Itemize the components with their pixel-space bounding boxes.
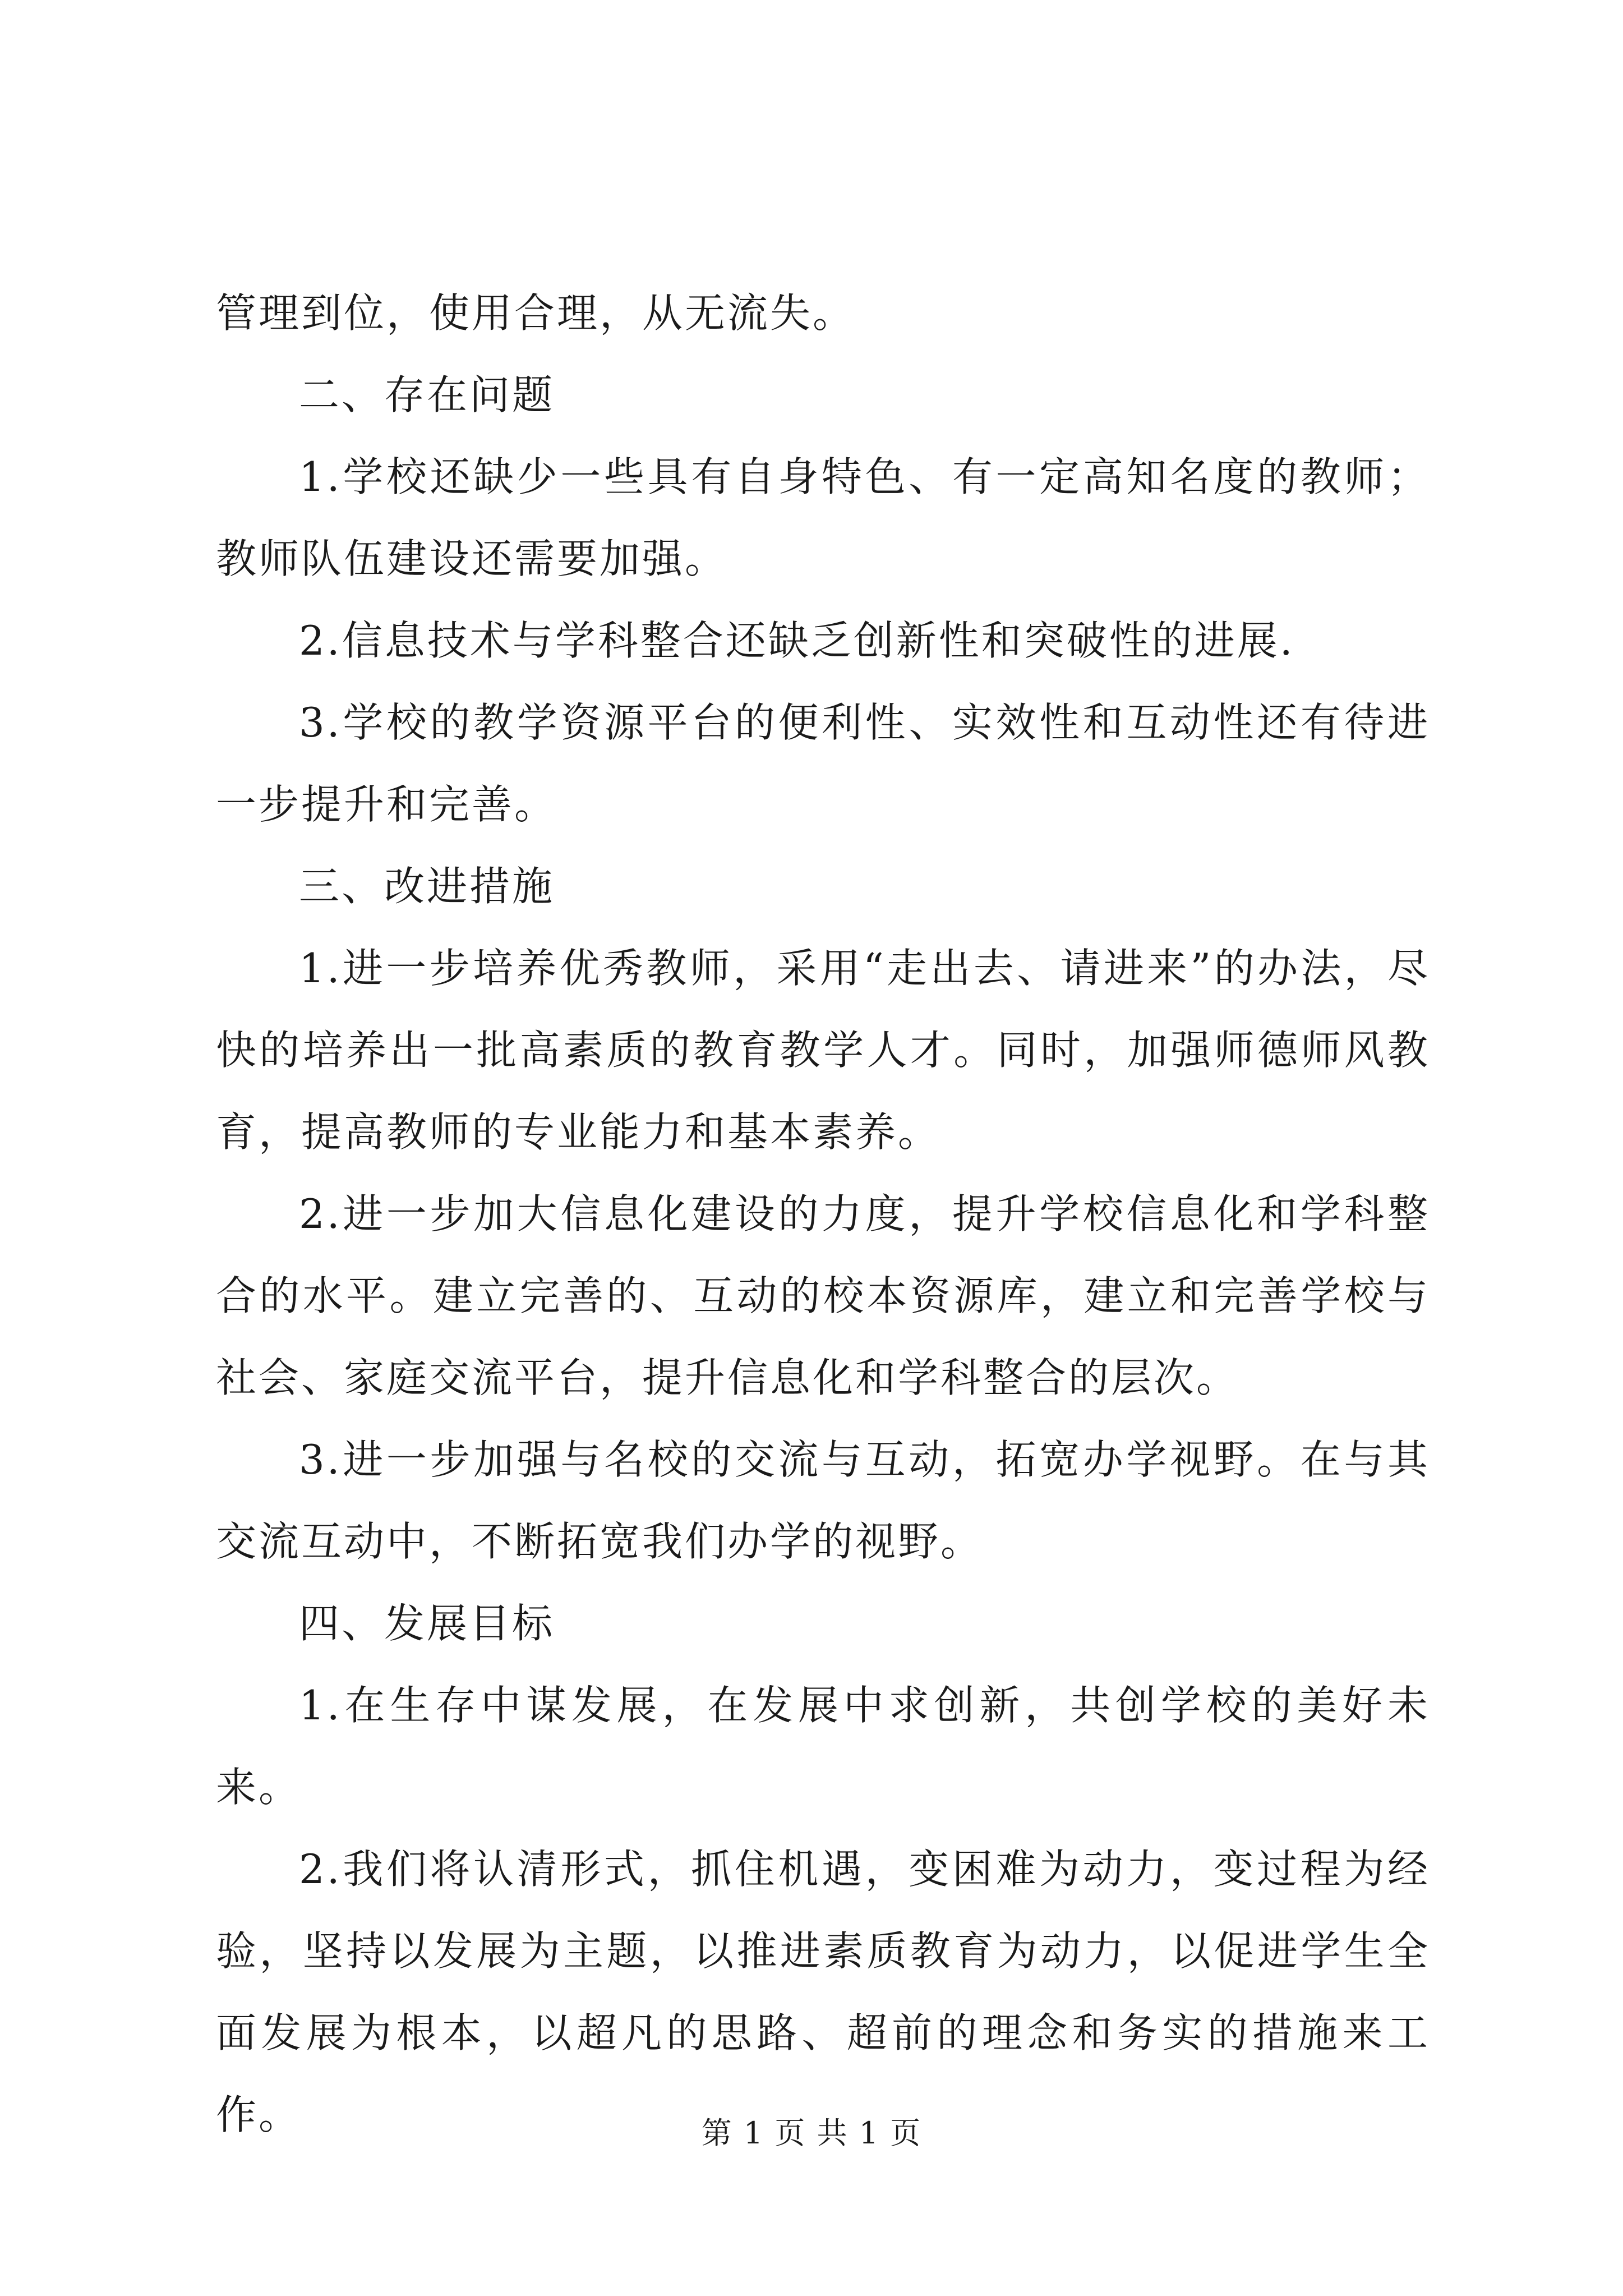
section-heading-problems: 二、存在问题 bbox=[299, 371, 555, 418]
section-heading-measures: 三、改进措施 bbox=[299, 863, 555, 910]
document-body bbox=[216, 272, 1430, 2156]
paragraph-goal-1: 1.在生存中谋发展，在发展中求创新，共创学校的美好未来。 bbox=[216, 1682, 1430, 1811]
paragraph-problem-2: 2.信息技术与学科整合还缺乏创新性和突破性的进展. bbox=[299, 617, 1295, 664]
paragraph-problem-3: 3.学校的教学资源平台的便利性、实效性和互动性还有待进一步提升和完善。 bbox=[216, 699, 1430, 828]
paragraph-goal-2: 2.我们将认清形式，抓住机遇，变困难为动力，变过程为经验，坚持以发展为主题，以推进素质教育为动力，以促进学生全面发展为根本，以超凡的思路、超前的理念和务实的措施来工作。 bbox=[216, 1846, 1430, 2138]
paragraph-problem-1: 1.学校还缺少一些具有自身特色、有一定高知名度的教师；教师队伍建设还需要加强。 bbox=[216, 453, 1430, 582]
paragraph-continuation: 管理到位，使用合理，从无流失。 bbox=[216, 289, 856, 337]
paragraph-measure-3: 3.进一步加强与名校的交流与互动，拓宽办学视野。在与其交流互动中，不断拓宽我们办学的视野。 bbox=[216, 1436, 1430, 1565]
section-heading-goals: 四、发展目标 bbox=[299, 1600, 555, 1647]
paragraph-measure-2: 2.进一步加大信息化建设的力度，提升学校信息化和学科整合的水平。建立完善的、互动的校本资源库，建立和完善学校与社会、家庭交流平台，提升信息化和学科整合的层次。 bbox=[216, 1190, 1430, 1401]
paragraph-measure-1: 1.进一步培养优秀教师，采用“走出去、请进来”的办法，尽快的培养出一批高素质的教育教学人才。同时，加强师德师风教育，提高教师的专业能力和基本素养。 bbox=[216, 945, 1430, 1156]
page-footer: 第 1 页 共 1 页 bbox=[701, 2115, 922, 2151]
